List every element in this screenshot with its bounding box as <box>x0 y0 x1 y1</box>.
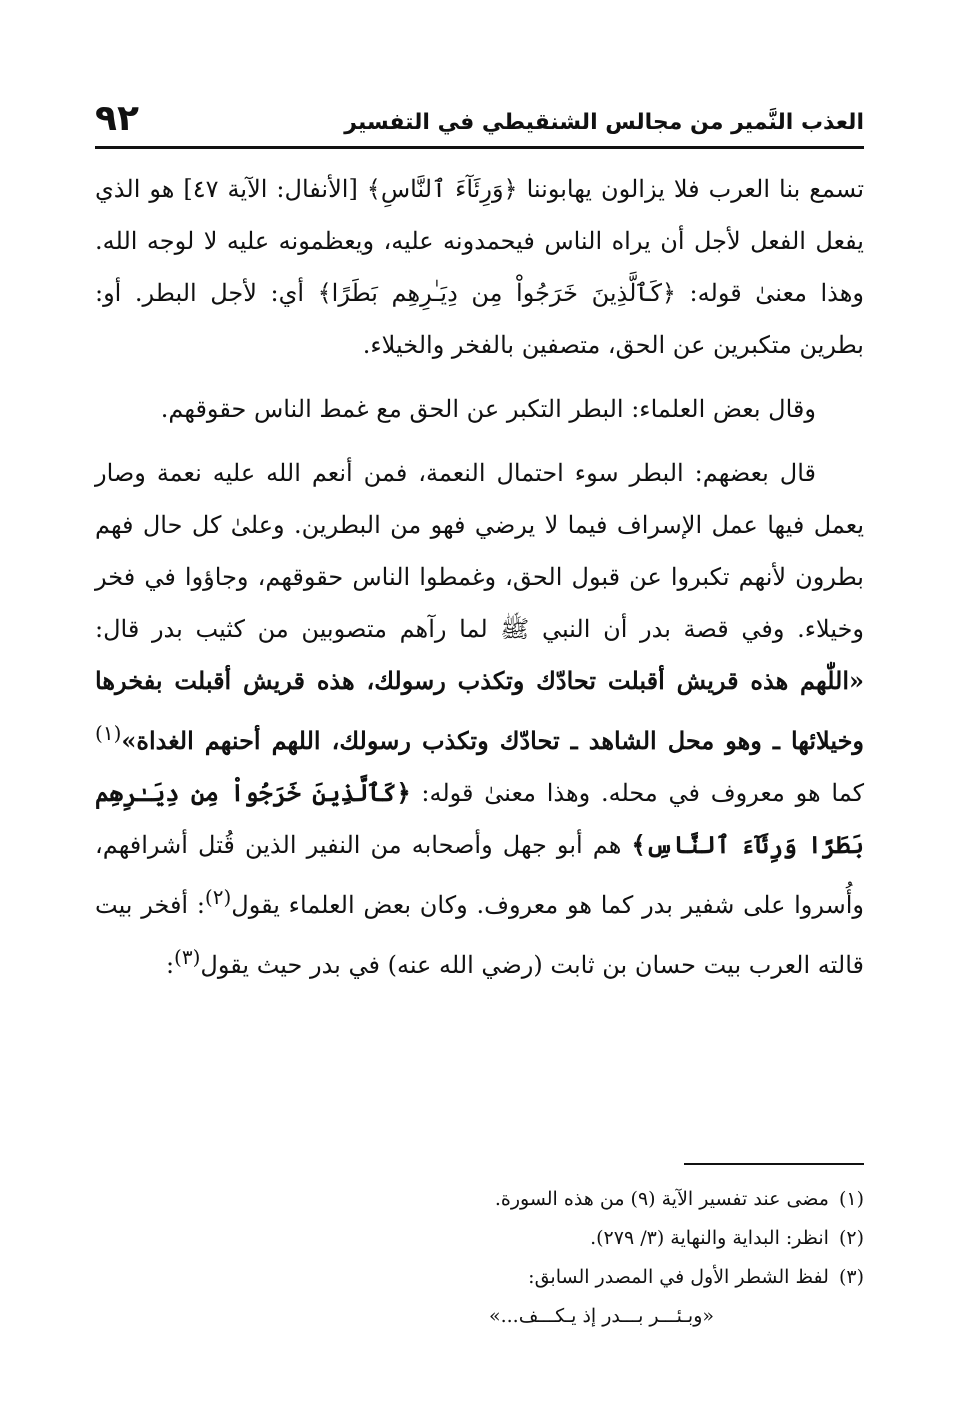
paragraph-1: تسمع بنا العرب فلا يزالون يهابوننا ﴿وَرِئَآءَ ٱلنَّاسِ﴾ [الأنفال: الآية ٤٧] هو الذي يفعل الفعل لأجل أن يراه الناس فيحمدونه عليه، ويعظمونه عليه لا لوجه الله. وهذا معنىٰ قوله: ﴿كَٱلَّذِينَ خَرَجُواْ مِن دِيَـٰرِهِم بَطَرًا﴾ أي: لأجل البطر. أو: بطرين متكبرين عن الحق، متصفين بالفخر والخيلاء. <box>95 175 864 359</box>
paragraph-3-text-2: كما هو معروف في محله. وهذا معنىٰ قوله: <box>410 779 864 807</box>
footnote-ref-3: (٣) <box>174 945 201 969</box>
footnote-2 <box>95 1219 864 1258</box>
footnote-number: (٢) <box>838 1227 864 1249</box>
footnote-text: مضى عند تفسير الآية (٩) من هذه السورة. <box>494 1188 829 1210</box>
footnote-verse: «وبـئـــر بـــدر إذ يـكـــف...» <box>488 1305 714 1327</box>
paragraph-3 <box>95 447 864 991</box>
hadith-quote: «اللّٰهم هذه قريش أقبلت تحادّك وتكذب رسولك، هذه قريش أقبلت بفخرها وخيلائها ـ وهو محل الشاهد ـ تحادّك وتكذب رسولك، اللهم أحنهم الغداة» <box>95 666 864 755</box>
main-text <box>95 163 864 1003</box>
page-number: ٩٢ <box>95 98 139 139</box>
paragraph-3-text-4: : أفخر بيت قالته العرب بيت حسان بن ثابت (رضي الله عنه) في بدر حيث يقول <box>95 891 864 979</box>
paragraph-3-text-1: قال بعضهم: البطر سوء احتمال النعمة، فمن أنعم الله عليه نعمة وصار يعمل فيها عمل الإسراف فيما لا يرضي فهو من البطرين. وعلىٰ كل حال فهم بطرون لأنهم تكبروا عن قبول الحق، وغمطوا الناس حقوقهم، وجاؤوا في فخر وخيلاء. وفي قصة بدر أن النبي ﷺ لما رآهم متصوبين من كثيب بدر قال: <box>95 459 865 643</box>
footnote-text: لفظ الشطر الأول في المصدر السابق: <box>528 1266 829 1288</box>
footnotes <box>95 1180 864 1336</box>
footnote-1 <box>95 1180 864 1219</box>
running-title: العذب النَّمير من مجالس الشنقيطي في التفسير <box>344 110 864 135</box>
header-rule <box>95 146 864 149</box>
footnote-number: (١) <box>838 1188 864 1210</box>
footnote-text: انظر: البداية والنهاية (٣/ ٢٧٩). <box>590 1227 829 1249</box>
paragraph-3-text-3: هم أبو جهل وأصحابه من النفير الذين قُتل أشرافهم، وأُسروا على شفير بدر كما هو معروف. وكان بعض العلماء يقول <box>95 831 864 919</box>
footnote-number: (٣) <box>838 1266 864 1288</box>
paragraph-3-text-5: : <box>165 951 175 979</box>
footnote-separator <box>684 1163 864 1165</box>
footnote-ref-1: (١) <box>95 721 122 745</box>
page-header <box>95 90 864 140</box>
footnote-ref-2: (٢) <box>204 885 232 909</box>
paragraph-2: وقال بعض العلماء: البطر التكبر عن الحق مع غمط الناس حقوقهم. <box>160 395 816 423</box>
footnote-3 <box>95 1258 864 1297</box>
quran-ayah: ﴿كَٱلَّذِينَ خَرَجُواْ مِن دِيَـٰرِهِم بَطَرًا وَرِئَآءَ ٱلنَّاسِ﴾ <box>95 778 864 859</box>
